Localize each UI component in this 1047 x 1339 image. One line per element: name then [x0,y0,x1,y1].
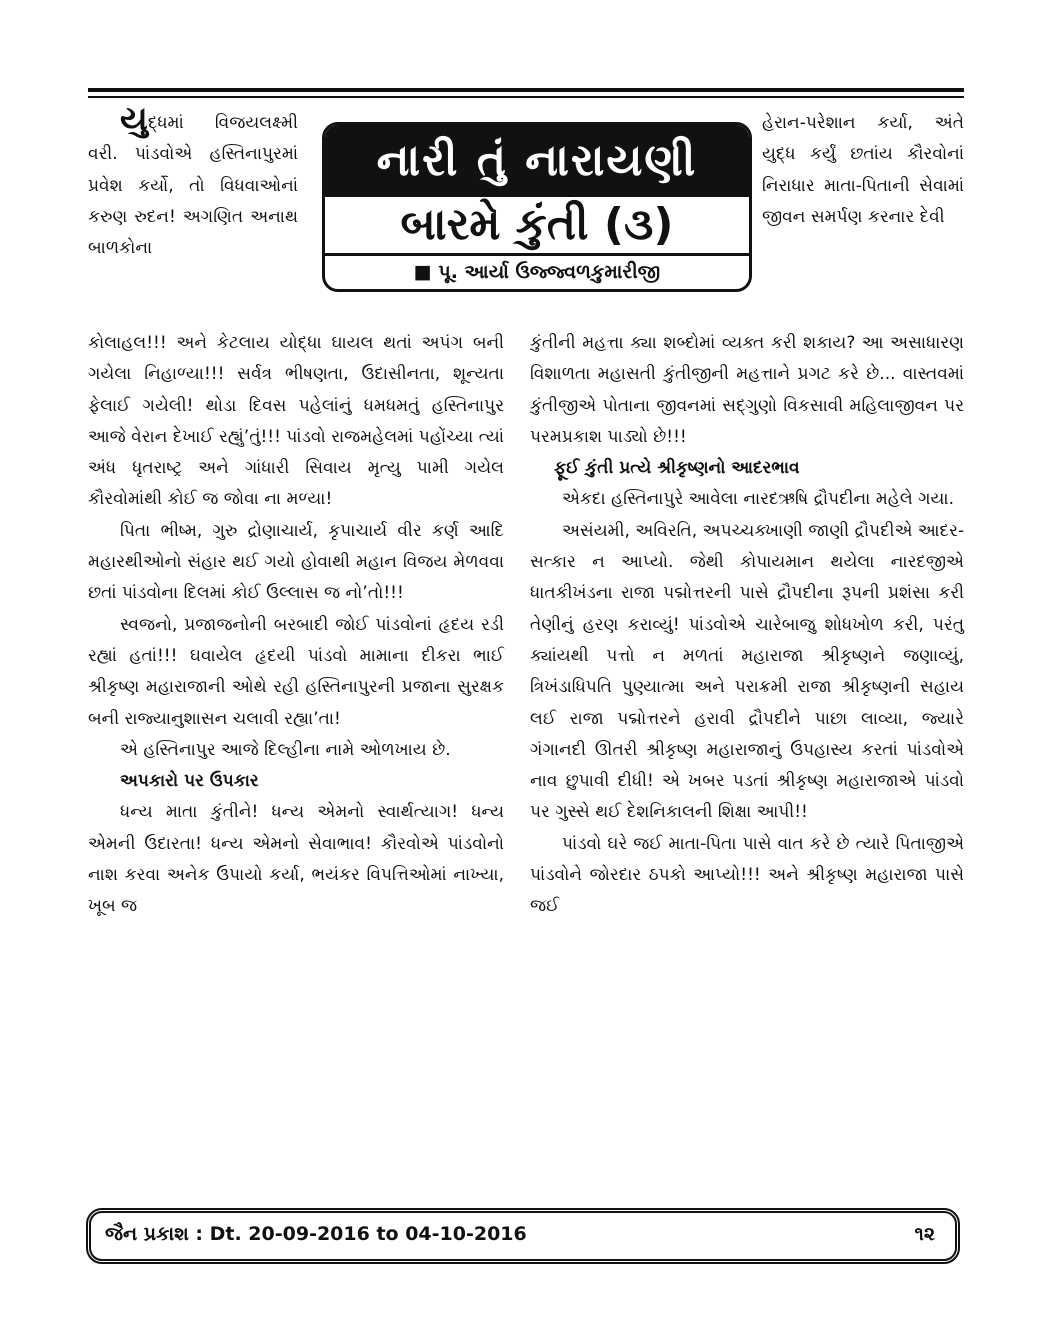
top-rule-thick [88,88,964,92]
page-footer [86,1208,960,1264]
section-heading: ફૂઈ કુંતી પ્રત્યે શ્રીકૃષ્ણનો આદરભાવ [554,458,800,479]
paragraph: એ હસ્તિનાપુર આજે દિલ્હીના નામે ઓળખાય છે. [120,739,451,760]
paragraph: અસંયમી, અવિરતિ, અપચ્ચક્ખાણી જાણી દ્રૌપદીએ આદર-સત્કાર ન આપ્યો. જેથી કોપાયમાન થયેલા નારદજીએ ધાતકીખંડના રાજા પદ્મોત્તરની પાસે દ્રૌપદીના રૂપની પ્રશંસા કરી તેણીનું હરણ કરાવ્યું! પાંડવોએ ચારેબાજુ શોધખોળ કરી, પરંતુ ક્યાંયથી પત્તો ન મળતાં મહારાજા શ્રીકૃષ્ણને જણાવ્યું, ત્રિખંડાધિપતિ પુણ્યાત્મા અને પરાક્રમી રાજા શ્રીકૃષ્ણની સહાય લઈ રાજા પદ્મોત્તરને હરાવી દ્રૌપદીને પાછા લાવ્યા, જ્યારે ગંગાનદી ઊતરી શ્રીકૃષ્ણ મહારાજાનું ઉપહાસ્ય કરતાં પાંડવોએ નાવ છુપાવી દીધી! એ ખબર પડતાં શ્રીકૃષ્ણ મહારાજાએ પાંડવો પર ગુસ્સે થઈ દેશનિકાલની શિક્ષા આપી!! [530,520,964,823]
paragraph: પાંડવો ઘરે જઈ માતા-પિતા પાસે વાત કરે છે ત્યારે પિતાજીએ પાંડવોને જોરદાર ઠપકો આપ્યો!!! અને શ્રીકૃષ્ણ મહારાજા પાસે જઈ [530,833,964,917]
author-byline: ■ પૂ. આર્યા ઉજ્જ્વળકુમારીજી [413,261,661,283]
series-title: નારી તું નારાયણી [325,125,749,197]
paragraph: કુંતીની મહત્તા ક્યા શબ્દોમાં વ્યક્ત કરી શકાય? આ અસાધારણ વિશાળતા મહાસતી કુંતીજીની મહત્તાને પ્રગટ કરે છે... વાસ્તવમાં કુંતીજીએ પોતાના જીવનમાં સદ્‌ગુણો વિકસાવી મહિલાજીવન પર પરમપ્રકાશ પાડ્યો છે!!! [530,333,964,447]
left-top-column [88,99,298,264]
article-title-box [322,122,752,292]
section-heading: અપકારો પર ઉપકાર [120,771,259,792]
left-top-text: દ્ધમાં વિજયલક્ષ્મી વરી. પાંડવોએ હસ્તિનાપુરમાં પ્રવેશ કર્યો, તો વિધવાઓનાં કરુણ રુદન! અગણિત અનાથ બાળકોના [88,113,298,259]
right-top-text: હેરાન-પરેશાન કર્યા, અંતે યુદ્ધ કર્યું છતાંય કૌરવોનાં નિરાધાર માતા-પિતાની સેવામાં જીવન સમર્પણ કરનાર દેવી [762,113,964,227]
publication-date: જૈન પ્રકાશ : Dt. 20-09-2016 to 04-10-2016 [105,1223,527,1245]
right-top-column [762,108,964,233]
left-main-column [88,328,504,923]
drop-cap: યુ [120,99,148,139]
paragraph: કોલાહલ!!! અને કેટલાય યોદ્ધા ઘાયલ થતાં અપંગ બની ગયેલા નિહાળ્યા!!! સર્વત્ર ભીષણતા, ઉદાસીનતા, શૂન્યતા ફેલાઈ ગયેલી! થોડા દિવસ પહેલાંનું ધમધમતું હસ્તિનાપુર આજે વેરાન દેખાઈ રહ્યું’તું!!! પાંડવો રાજમહેલમાં પહોંચ્યા ત્યાં અંધ ધૃતરાષ્ટ્ર અને ગાંધારી સિવાય મૃત્યુ પામી ગયેલ કૌરવોમાંથી કોઈ જ જોવા ના મળ્યા! [88,333,504,510]
top-rule-thin [88,96,964,98]
paragraph: પિતા ભીષ્મ, ગુરુ દ્રોણાચાર્ય, કૃપાચાર્ય વીર કર્ણ આદિ મહારથીઓનો સંહાર થઈ ગયો હોવાથી મહાન વિજય મેળવવા છતાં પાંડવોના દિલમાં કોઈ ઉલ્લાસ જ નો’તો!!! [88,520,504,604]
paragraph: સ્વજનો, પ્રજાજનોની બરબાદી જોઈ પાંડવોનાં હૃદય રડી રહ્યાં હતાં!!! ઘવાયેલ હૃદયી પાંડવો મામાના દીકરા ભાઈ શ્રીકૃષ્ણ મહારાજાની ઓથે રહી હસ્તિનાપુરની પ્રજાના સુરક્ષક બની રાજ્યાનુશાસન ચલાવી રહ્યા’તા! [88,614,504,729]
page-number: ૧૨ [914,1223,935,1245]
paragraph: એકદા હસ્તિનાપુરે આવેલા નારદઋષિ દ્રૌપદીના મહેલે ગયા. [562,489,954,510]
paragraph: ધન્ય માતા કુંતીને! ધન્ય એમનો સ્વાર્થત્યાગ! ધન્ય એમની ઉદારતા! ધન્ય એમનો સેવાભાવ! કૌરવોએ પાંડવોનો નાશ કરવા અનેક ઉપાયો કર્યા, ભયંકર વિપત્તિઓમાં નાખ્યા, ખૂબ જ [88,802,504,917]
article-title: બારમે કુંતી (૩) [325,197,749,256]
right-main-column [530,328,964,923]
